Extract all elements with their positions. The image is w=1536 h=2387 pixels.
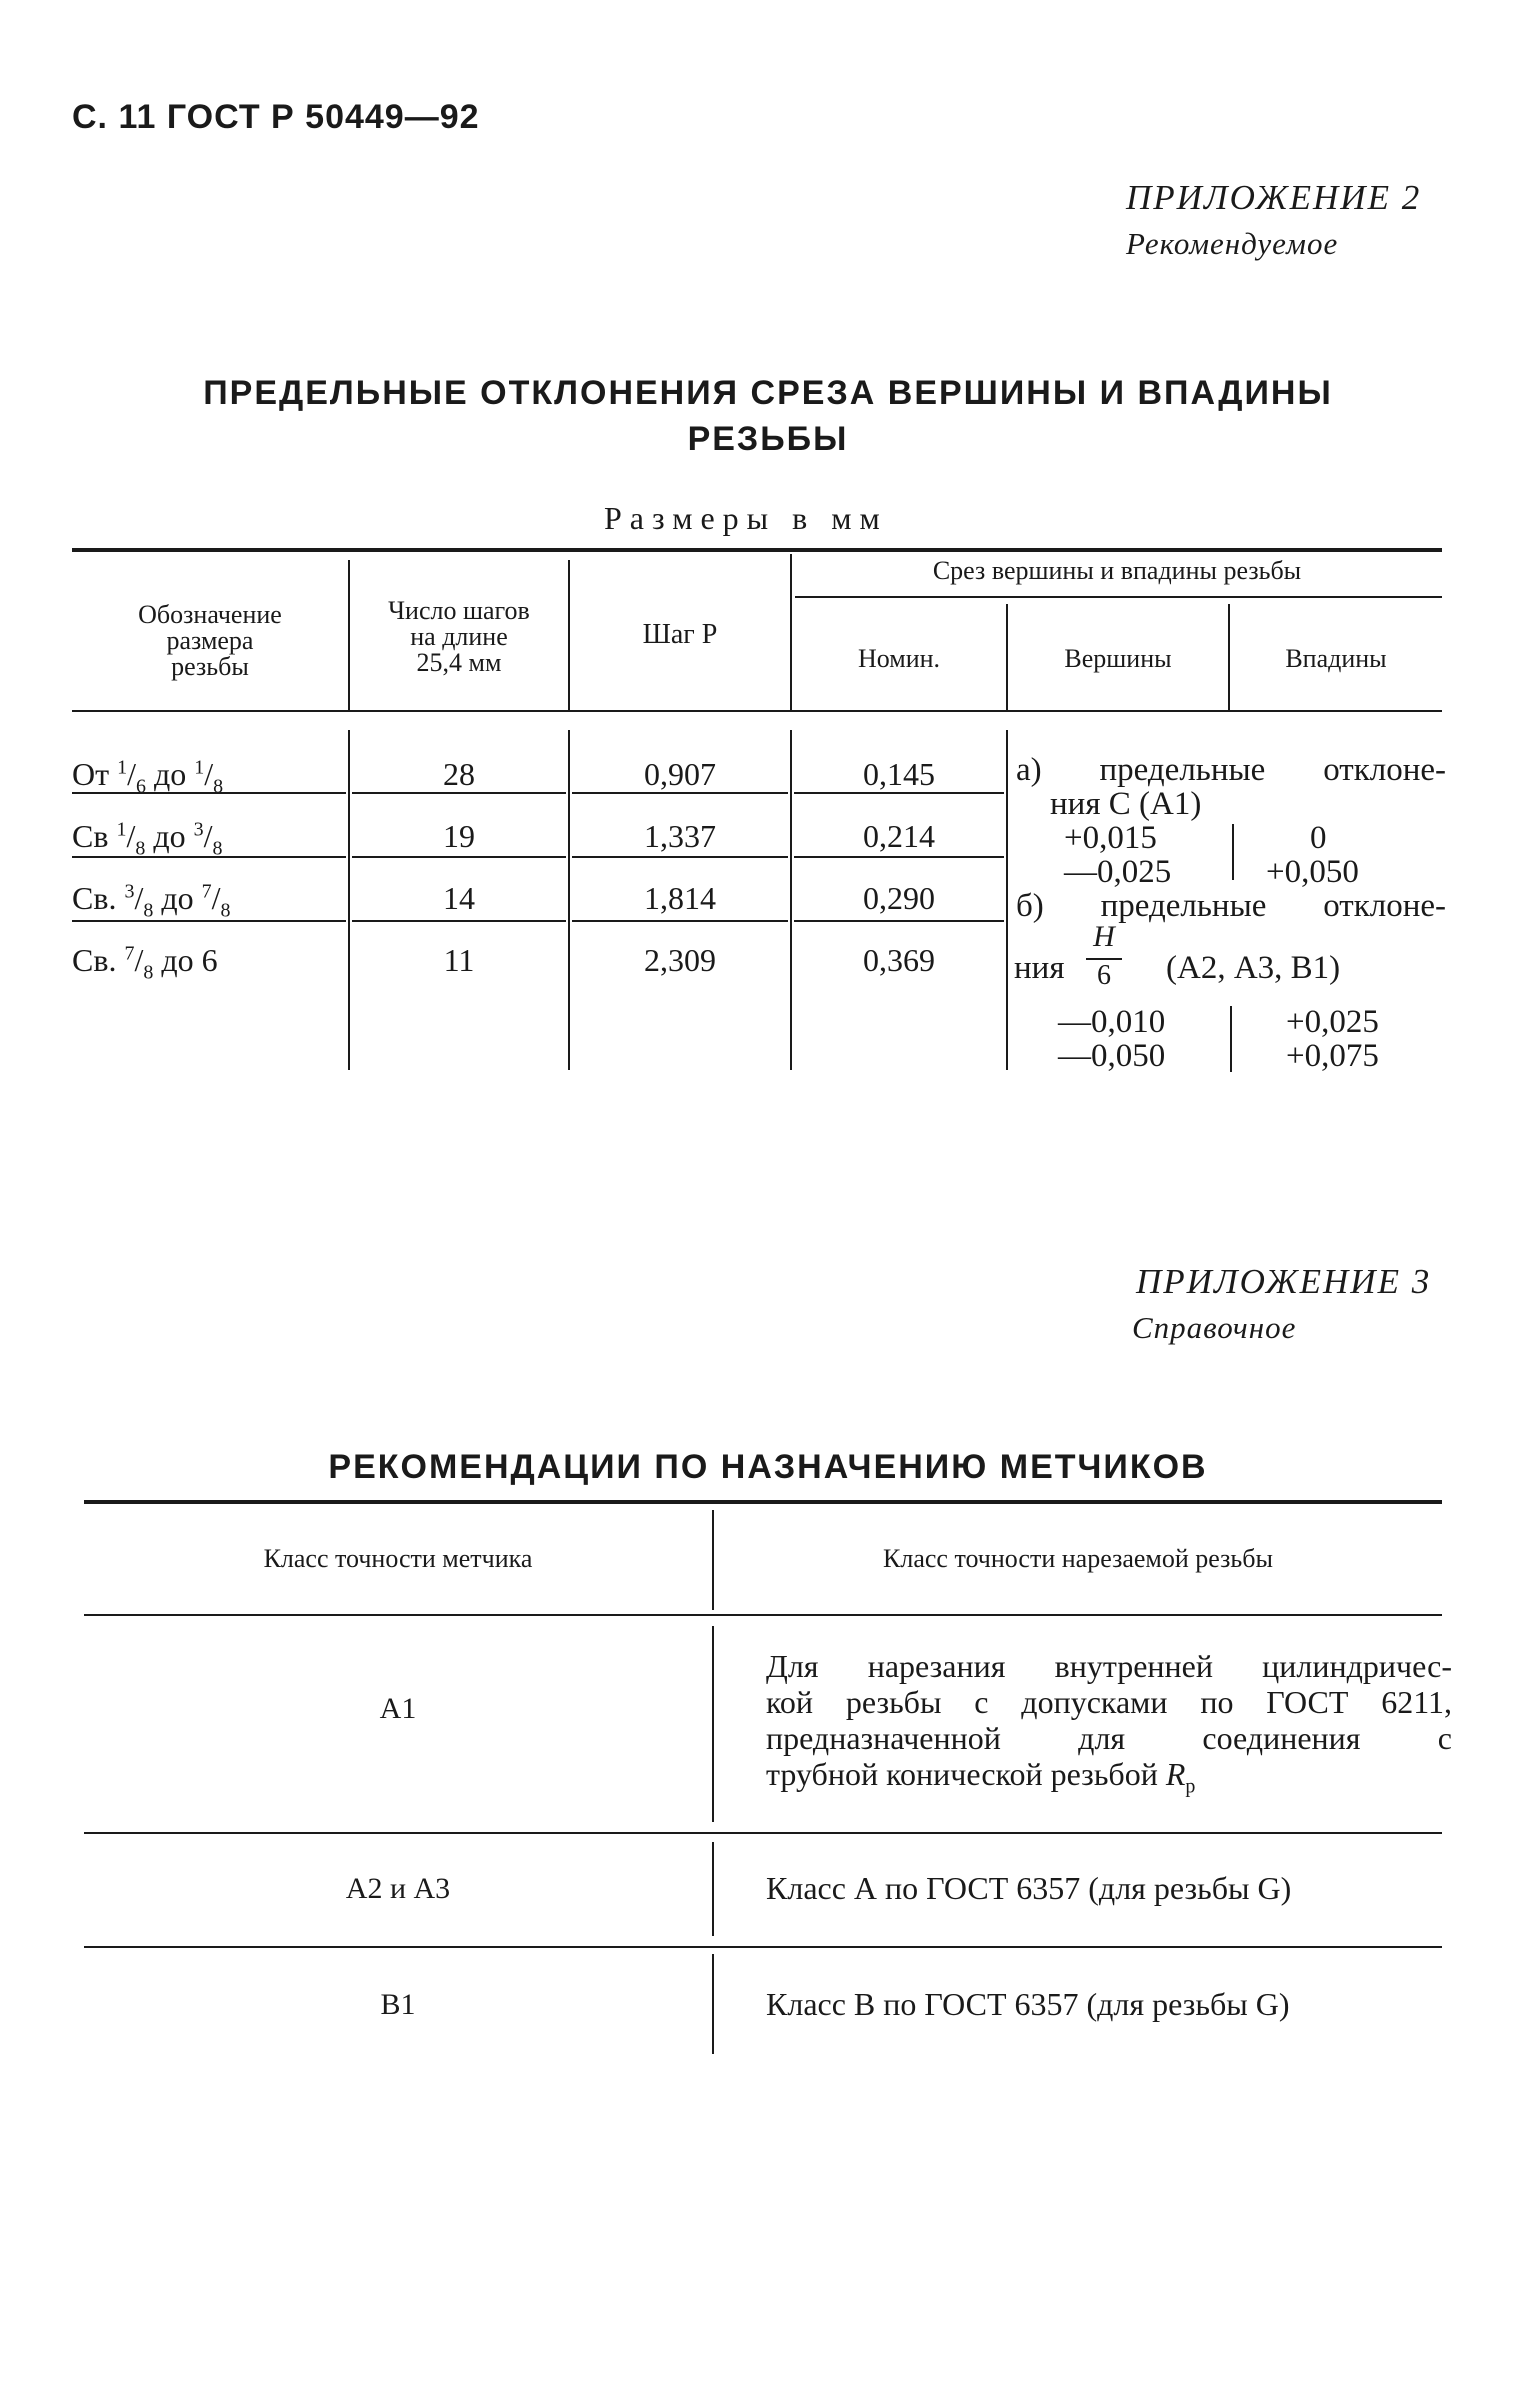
appendix-3-status: Справочное <box>1132 1310 1297 1345</box>
table1-title-line1: ПРЕДЕЛЬНЫЕ ОТКЛОНЕНИЯ СРЕЗА ВЕРШИНЫ И ВПАДИНЫ <box>203 374 1333 412</box>
row-nominal: 0,145 <box>863 756 935 792</box>
header-steps: Число шагов на длине 25,4 мм <box>388 596 530 677</box>
note-b-crest-2: —0,050 <box>1058 1038 1166 1074</box>
row-nominal: 0,290 <box>863 880 935 916</box>
page-header: С. 11 ГОСТ Р 50449—92 <box>72 98 480 136</box>
row-rule <box>352 856 566 858</box>
row-steps: 28 <box>443 756 475 792</box>
note-b-line1: б) предельные отклоне- <box>1016 888 1446 924</box>
note-a-line1: а) предельные отклоне- <box>1016 752 1446 788</box>
table2-row-class: А1 <box>379 1692 417 1725</box>
appendix-2-status: Рекомендуемое <box>1126 226 1339 261</box>
row-rule <box>352 920 566 922</box>
table2-row-rule <box>84 1832 1442 1834</box>
note-a-root-top: 0 <box>1310 820 1327 856</box>
row-rule <box>572 920 788 922</box>
row-steps: 19 <box>443 818 475 854</box>
table2-row-class: В1 <box>380 1988 416 2021</box>
note-b-root-1: +0,025 <box>1286 1004 1379 1040</box>
table1-title-line2: РЕЗЬБЫ <box>687 420 849 458</box>
note-a-crest-minus: —0,025 <box>1064 854 1172 890</box>
table2-row-description: Для нарезания внутренней цилиндричес- кой резьбы с допусками по ГОСТ 6211, предназначенной для соединения с трубной конической резьбой $R_p$ <box>766 1648 1452 1798</box>
table2-column-divider <box>712 1626 714 1822</box>
row-pitch: 2,309 <box>644 942 716 978</box>
row-nominal: 0,214 <box>863 818 935 854</box>
note-b-crest-1: —0,010 <box>1058 1004 1166 1040</box>
table2-column-divider <box>712 1954 714 2054</box>
row-designation: От $^1/_6$ до $^1/_8$ <box>72 756 224 798</box>
row-pitch: 1,814 <box>644 880 716 916</box>
table1-units: Размеры в мм <box>604 500 888 536</box>
header-nominal: Номин. <box>857 644 941 673</box>
row-rule <box>794 856 1004 858</box>
note-a-crest-plus: +0,015 <box>1064 820 1157 856</box>
table2-row-description: Класс В по ГОСТ 6357 (для резьбы G) <box>766 1986 1290 2022</box>
header-pitch: Шаг P <box>642 619 718 650</box>
table2-column-divider <box>712 1842 714 1936</box>
table2-top-rule <box>84 1500 1442 1504</box>
note-a-divider <box>1232 824 1234 880</box>
note-b-root-2: +0,075 <box>1286 1038 1379 1074</box>
table2-row-rule <box>84 1946 1442 1948</box>
header-group: Срез вершины и впадины резьбы <box>932 556 1302 585</box>
row-designation: Св $^1/_8$ до $^3/_8$ <box>72 818 223 860</box>
note-b-fraction-numerator: H <box>1093 920 1115 953</box>
header-crests: Вершины <box>1064 644 1172 673</box>
table1-header-rule <box>72 710 1442 712</box>
note-a-root-bottom: +0,050 <box>1266 854 1359 890</box>
table2-title: РЕКОМЕНДАЦИИ ПО НАЗНАЧЕНИЮ МЕТЧИКОВ <box>328 1448 1208 1486</box>
table2-header-tap-class: Класс точности метчика <box>263 1544 533 1573</box>
table2-header-rule <box>84 1614 1442 1616</box>
row-steps: 11 <box>443 942 475 978</box>
note-b-prefix: ния <box>1014 950 1065 986</box>
row-pitch: 0,907 <box>644 756 716 792</box>
row-nominal: 0,369 <box>863 942 935 978</box>
row-designation: Св. $^3/_8$ до $^7/_8$ <box>72 880 231 922</box>
header-roots: Впадины <box>1285 644 1387 673</box>
note-b-divider <box>1230 1006 1232 1072</box>
table2-row-class: А2 и А3 <box>345 1872 451 1905</box>
appendix-2-label: ПРИЛОЖЕНИЕ 2 <box>1126 178 1422 217</box>
row-designation: Св. $^7/_8$ до 6 <box>72 942 218 984</box>
row-rule <box>572 856 788 858</box>
table2-header-thread-class: Класс точности нарезаемой резьбы <box>883 1544 1273 1573</box>
row-steps: 14 <box>443 880 475 916</box>
table1-group-rule <box>795 596 1442 598</box>
row-rule <box>794 920 1004 922</box>
row-pitch: 1,337 <box>644 818 716 854</box>
table1-body-divider <box>1006 730 1008 1070</box>
appendix-3-label: ПРИЛОЖЕНИЕ 3 <box>1136 1262 1432 1301</box>
table1-top-rule <box>72 548 1442 552</box>
note-b-suffix: (А2, А3, В1) <box>1166 950 1341 986</box>
note-b-fraction-denominator: 6 <box>1097 960 1111 991</box>
note-a-line2: ния С (А1) <box>1050 786 1202 822</box>
table2-row-description: Класс А по ГОСТ 6357 (для резьбы G) <box>766 1870 1292 1906</box>
header-designation: Обозначение размера резьбы <box>138 600 282 681</box>
